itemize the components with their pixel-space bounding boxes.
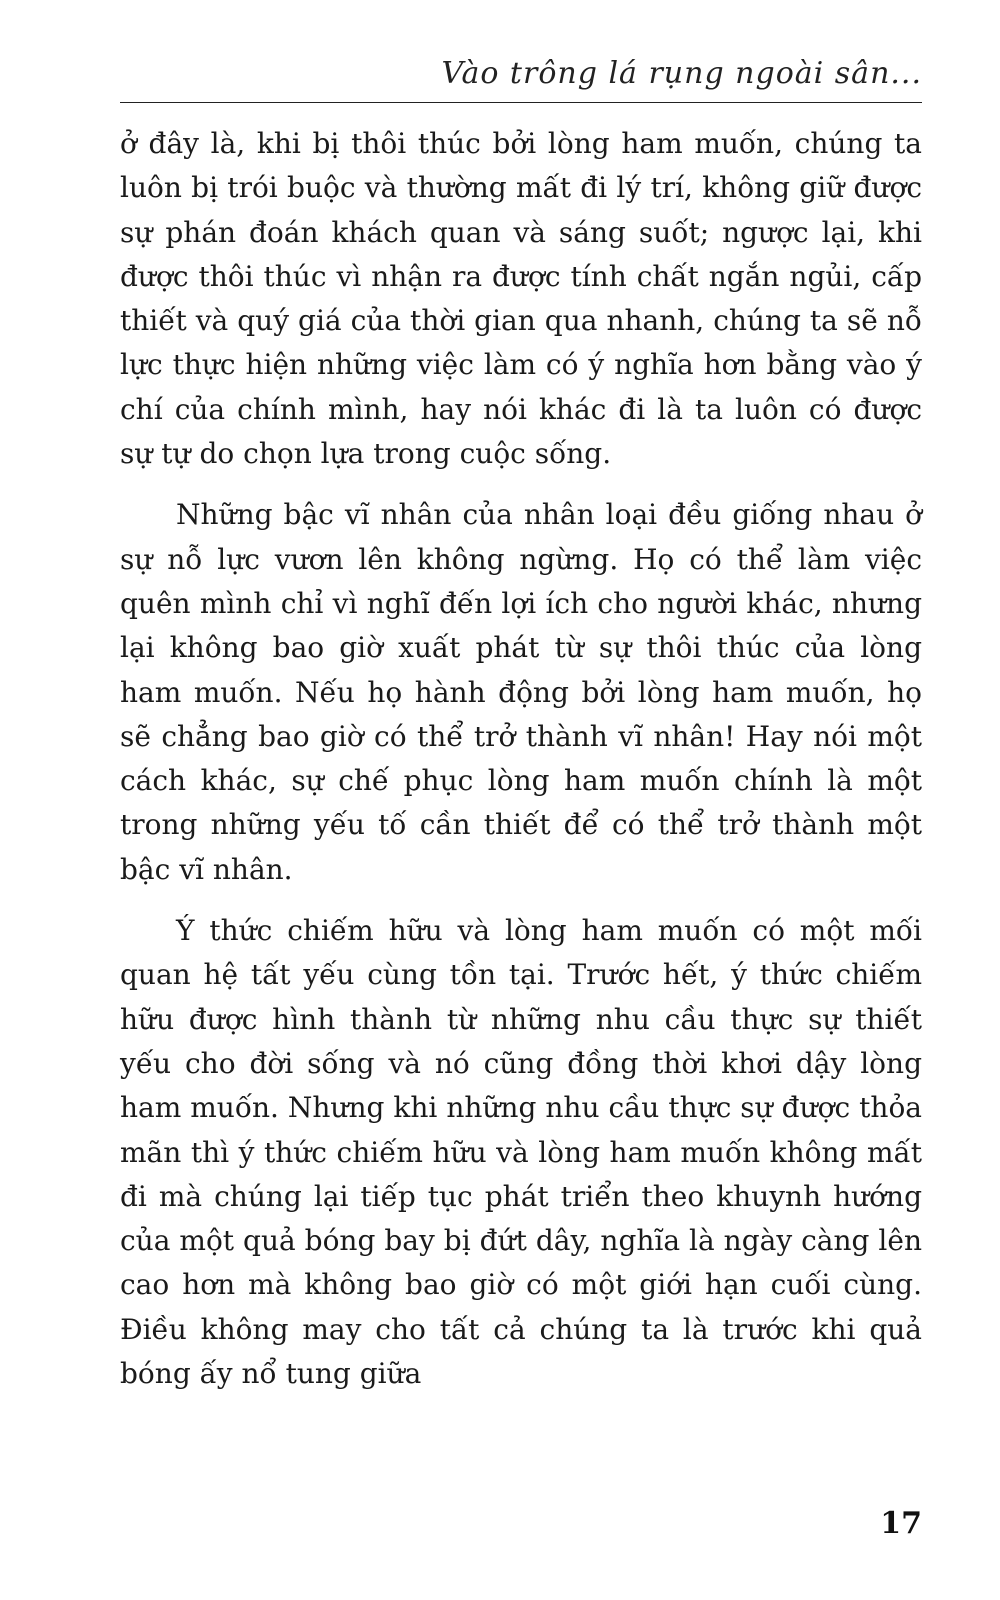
body-text — [120, 122, 922, 1413]
paragraph: Những bậc vĩ nhân của nhân loại đều giống nhau ở sự nỗ lực vươn lên không ngừng. Họ có thể làm việc quên mình chỉ vì nghĩ đến lợi ích cho người khác, nhưng lại không bao giờ xuất phát từ sự thôi thúc của lòng ham muốn. Nếu họ hành động bởi lòng ham muốn, họ sẽ chẳng bao giờ có thể trở thành vĩ nhân! Hay nói một cách khác, sự chế phục lòng ham muốn chính là một trong những yếu tố cần thiết để có thể trở thành một bậc vĩ nhân. — [120, 498, 922, 886]
running-header: Vào trông lá rụng ngoài sân... — [441, 56, 922, 91]
page-number: 17 — [880, 1506, 922, 1541]
header-divider — [120, 102, 922, 103]
paragraph: Ý thức chiếm hữu và lòng ham muốn có một mối quan hệ tất yếu cùng tồn tại. Trước hết, ý thức chiếm hữu được hình thành từ những nhu cầu thực sự thiết yếu cho đời sống và nó cũng đồng thời khơi dậy lòng ham muốn. Nhưng khi những nhu cầu thực sự được thỏa mãn thì ý thức chiếm hữu và lòng ham muốn không mất đi mà chúng lại tiếp tục phát triển theo khuynh hướng của một quả bóng bay bị đứt dây, nghĩa là ngày càng lên cao hơn mà không bao giờ có một giới hạn cuối cùng. Điều không may cho tất cả chúng ta là trước khi quả bóng ấy nổ tung giữa — [120, 914, 922, 1391]
paragraph-continuation: ở đây là, khi bị thôi thúc bởi lòng ham muốn, chúng ta luôn bị trói buộc và thường mất đi lý trí, không giữ được sự phán đoán khách quan và sáng suốt; ngược lại, khi được thôi thúc vì nhận ra được tính chất ngắn ngủi, cấp thiết và quý giá của thời gian qua nhanh, chúng ta sẽ nỗ lực thực hiện những việc làm có ý nghĩa hơn bằng vào ý chí của chính mình, hay nói khác đi là ta luôn có được sự tự do chọn lựa trong cuộc sống. — [120, 127, 922, 471]
